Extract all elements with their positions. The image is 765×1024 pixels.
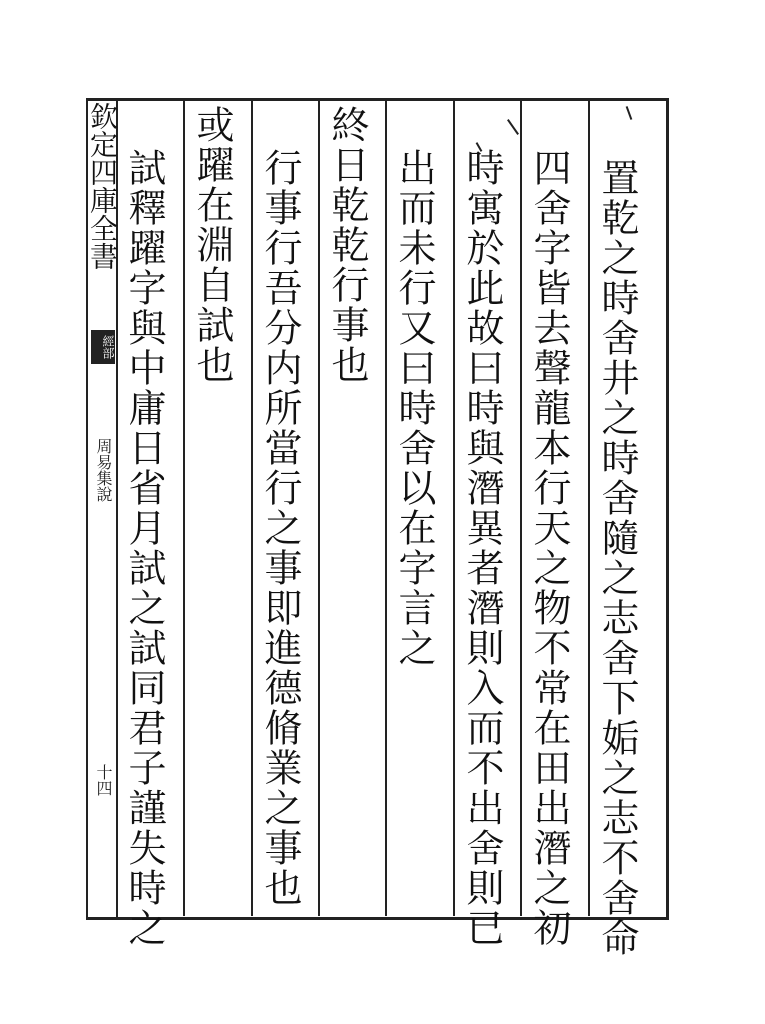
margin-page-number: 十四 [94, 764, 113, 796]
text-column: 出而未行又曰時舍以在字言之 [392, 148, 436, 668]
text-column: 四舍字皆去聲龍本行天之物不常在田出潛之初 [527, 148, 571, 948]
text-column: 時寓於此故曰時與潛異者潛則入而不出舍則已 [460, 148, 504, 948]
column-divider [588, 101, 590, 916]
column-divider [251, 101, 253, 916]
column-divider [520, 101, 522, 916]
page-frame [86, 98, 669, 920]
column-divider [453, 101, 455, 916]
text-column: 終日乾乾行事也 [325, 105, 369, 385]
text-column: 或躍在淵自試也 [190, 105, 234, 385]
text-column: 試釋躍字與中庸日省月試之試同君子謹失時之 [122, 148, 166, 948]
margin-book-title: 周易集說 [94, 438, 113, 502]
margin-book-series-title: 欽定四庫全書 [86, 102, 119, 270]
column-divider [385, 101, 387, 916]
margin-section-mark: 經部 [91, 330, 115, 364]
column-divider [183, 101, 185, 916]
text-column: 置乾之時舍井之時舍隨之志舍下姤之志不舍命 [595, 158, 639, 958]
column-divider [318, 101, 320, 916]
text-column: 行事行吾分内所當行之事即進德脩業之事也 [258, 148, 302, 908]
